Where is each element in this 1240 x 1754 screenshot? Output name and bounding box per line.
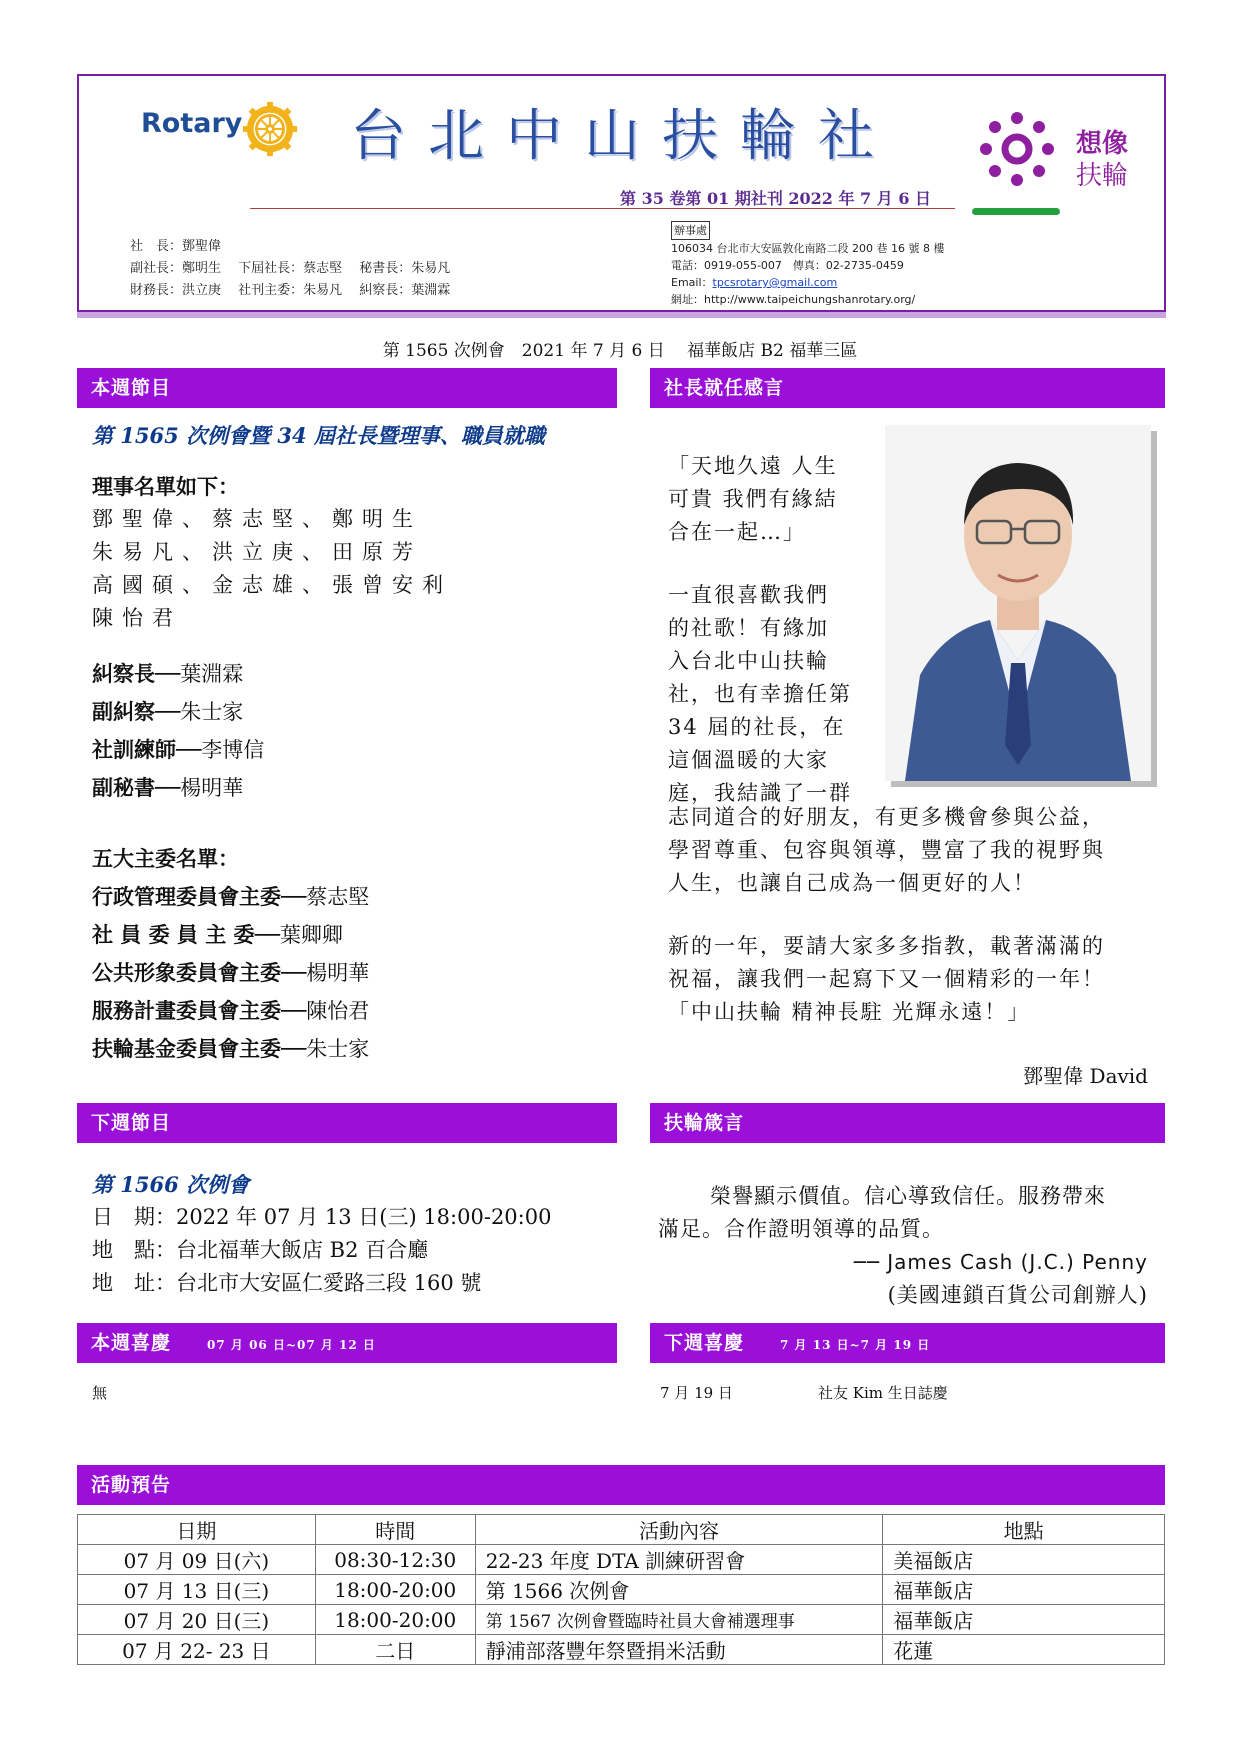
- director-line: 鄧聖偉、蔡志堅、鄭明生: [92, 507, 422, 531]
- next-week-headline: 第 1566 次例會: [92, 1172, 250, 1197]
- speech-line: 34 屆的社長，在: [668, 715, 846, 739]
- committee-title: 服務計畫委員會主委: [92, 998, 281, 1023]
- speech-line: 這個溫暖的大家: [668, 748, 829, 772]
- role-row: [92, 693, 264, 731]
- events-header-row: [78, 1515, 1165, 1545]
- email-link[interactable]: tpcsrotary@gmail.com: [712, 276, 838, 289]
- role-name: ──葉淵霖: [155, 662, 244, 686]
- event-activity: 第 1567 次例會暨臨時社員大會補選理事: [475, 1605, 883, 1635]
- issue-divider: [250, 208, 955, 209]
- issue-line: 第 35 卷第 01 期社刊 2022 年 7 月 6 日: [620, 189, 932, 208]
- rotary-gear-icon: [241, 100, 299, 158]
- header-date: 日期: [78, 1515, 316, 1545]
- committee-chair: ──朱士家: [281, 1037, 370, 1061]
- event-location: 美福飯店: [883, 1545, 1165, 1575]
- event-date: 07 月 20 日(三): [78, 1605, 316, 1635]
- bar-title: 下週喜慶: [664, 1332, 745, 1354]
- section-bar-events: [77, 1465, 1165, 1505]
- speech-line: [668, 549, 852, 579]
- role-title: 糾察長: [92, 661, 155, 686]
- committee-row: [92, 954, 369, 992]
- speech-line: [668, 900, 1105, 930]
- speech-line: 祝福，讓我們一起寫下又一個精彩的一年！: [668, 967, 1105, 991]
- table-row: [78, 1605, 1165, 1635]
- section-bar-celebrate-next-week: [650, 1323, 1165, 1363]
- speech-line: 「天地久遠 人生: [668, 454, 838, 478]
- next-week-date: 日 期：2022 年 07 月 13 日(三) 18:00-20:00: [92, 1205, 552, 1229]
- celebrate-this-content: 無: [92, 1384, 108, 1402]
- events-table: [77, 1514, 1165, 1665]
- rotary-wordmark: Rotary: [141, 108, 243, 139]
- imagine-line2: 扶輪: [1076, 161, 1129, 191]
- committee-chair: ──蔡志堅: [281, 885, 370, 909]
- officer-line: 副社長：鄭明生 下屆社長：蔡志堅 秘書長：朱易凡: [130, 261, 451, 276]
- role-title: 社訓練師: [92, 737, 176, 762]
- committee-chair: ──楊明華: [281, 961, 370, 985]
- event-date: 07 月 09 日(六): [78, 1545, 316, 1575]
- bar-date-range: 7 月 13 日~7 月 19 日: [780, 1338, 931, 1352]
- office-contact: [671, 221, 944, 308]
- speech-line: 「中山扶輪 精神長駐 光輝永遠！」: [668, 1000, 1031, 1024]
- meeting-info: 第 1565 次例會 2021 年 7 月 6 日 福華飯店 B2 福華三區: [382, 341, 858, 361]
- role-name: ──楊明華: [155, 776, 244, 800]
- event-location: 福華飯店: [883, 1605, 1165, 1635]
- committee-row: [92, 992, 369, 1030]
- committee-chair: ──葉卿卿: [254, 923, 343, 947]
- motto-author: ── James Cash (J.C.) Penny: [853, 1250, 1148, 1274]
- speech-line: 人生，也讓自己成為一個更好的人！: [668, 871, 1036, 895]
- role-name: ──朱士家: [155, 700, 244, 724]
- section-bar-president: [650, 368, 1165, 408]
- committee-row: [92, 916, 369, 954]
- role-row: [92, 731, 264, 769]
- committee-row: [92, 878, 369, 916]
- committee-title: 扶輪基金委員會主委: [92, 1036, 281, 1061]
- imagine-slogan: [1076, 128, 1128, 192]
- celebrate-next-date: 7 月 19 日: [660, 1384, 733, 1402]
- motto-note: (美國連鎖百貨公司創辦人): [887, 1283, 1148, 1307]
- next-week-address: 地 址：台北市大安區仁愛路三段 160 號: [92, 1271, 482, 1295]
- speech-line: 新的一年，要請大家多多指教，載著滿滿的: [668, 934, 1105, 958]
- role-row: [92, 769, 264, 807]
- officers-list: [130, 236, 450, 302]
- speech-line: 合在一起…」: [668, 520, 806, 544]
- committee-chair: ──陳怡君: [281, 999, 370, 1023]
- speech-line: 一直很喜歡我們: [668, 583, 829, 607]
- director-line: 陳怡君: [92, 606, 182, 630]
- bar-date-range: 07 月 06 日~07 月 12 日: [207, 1338, 376, 1352]
- header-activity: 活動內容: [475, 1515, 883, 1545]
- role-title: 副秘書: [92, 775, 155, 800]
- committees-title: 五大主委名單：: [92, 846, 239, 871]
- directors-block: [92, 470, 452, 635]
- bar-title: 本週喜慶: [91, 1332, 172, 1354]
- event-time: 08:30-12:30: [315, 1545, 475, 1575]
- speech-line: 入台北中山扶輪: [668, 649, 829, 673]
- speech-line: 庭，我結識了一群: [668, 781, 852, 805]
- header-time: 時間: [315, 1515, 475, 1545]
- president-speech-narrow: [668, 450, 852, 810]
- event-location: 福華飯店: [883, 1575, 1165, 1605]
- header-location: 地點: [883, 1515, 1165, 1545]
- director-line: 朱易凡、洪立庚、田原芳: [92, 540, 422, 564]
- committees-list: [92, 840, 369, 1068]
- motto-line: 榮譽顯示價值。信心導致信任。服務帶來: [710, 1184, 1106, 1208]
- motto-block: [658, 1180, 1148, 1312]
- president-speech-wide: [668, 801, 1105, 1029]
- speech-line: 社，也有幸擔任第: [668, 682, 852, 706]
- president-signature: 鄧聖偉 David: [1023, 1064, 1148, 1088]
- director-line: 高國碩、金志雄、張曾安利: [92, 573, 452, 597]
- bar-title: 扶輪箴言: [664, 1112, 745, 1134]
- event-date: 07 月 13 日(三): [78, 1575, 316, 1605]
- table-row: [78, 1575, 1165, 1605]
- imagine-green-bar: [972, 208, 1060, 215]
- role-row: [92, 655, 264, 693]
- speech-line: 的社歌！有緣加: [668, 616, 829, 640]
- imagine-rotary-icon: [980, 112, 1054, 186]
- portrait-photo: [885, 425, 1151, 781]
- committee-title: 行政管理委員會主委: [92, 884, 281, 909]
- event-time: 18:00-20:00: [315, 1575, 475, 1605]
- bar-title: 本週節目: [91, 377, 172, 399]
- event-time: 18:00-20:00: [315, 1605, 475, 1635]
- speech-line: 學習尊重、包容與領導，豐富了我的視野與: [668, 838, 1105, 862]
- bar-title: 社長就任感言: [664, 377, 785, 399]
- event-activity: 第 1566 次例會: [475, 1575, 883, 1605]
- committee-row: [92, 1030, 369, 1068]
- club-title: 台北中山扶輪社: [350, 104, 896, 169]
- event-time: 二日: [315, 1635, 475, 1665]
- event-location: 花蓮: [883, 1635, 1165, 1665]
- bar-title: 活動預告: [91, 1474, 172, 1496]
- event-activity: 22-23 年度 DTA 訓練研習會: [475, 1545, 883, 1575]
- next-week-place: 地 點：台北福華大飯店 B2 百合廳: [92, 1238, 429, 1262]
- section-bar-this-week: [77, 368, 617, 408]
- next-week-block: [92, 1168, 551, 1300]
- website-link[interactable]: 網址：http://www.taipeichungshanrotary.org/: [671, 293, 916, 306]
- event-date: 07 月 22- 23 日: [78, 1635, 316, 1665]
- committee-title: 公共形象委員會主委: [92, 960, 281, 985]
- section-bar-next-week: [77, 1103, 617, 1143]
- speech-line: 可貴 我們有緣結: [668, 487, 838, 511]
- officer-line: 社 長：鄧聖偉: [130, 239, 222, 254]
- section-bar-celebrate-this-week: [77, 1323, 617, 1363]
- email-label: Email：: [671, 276, 713, 289]
- president-portrait: [885, 425, 1151, 781]
- celebrate-next-content: 社友 Kim 生日誌慶: [818, 1384, 948, 1402]
- office-phone: 電話：0919-055-007 傳真：02-2735-0459: [671, 259, 904, 272]
- section-bar-motto: [650, 1103, 1165, 1143]
- event-activity: 靜浦部落豐年祭暨捐米活動: [475, 1635, 883, 1665]
- directors-title: 理事名單如下：: [92, 474, 239, 499]
- bar-title: 下週節目: [91, 1112, 172, 1134]
- role-name: ──李博信: [176, 738, 265, 762]
- table-row: [78, 1545, 1165, 1575]
- speech-line: 志同道合的好朋友，有更多機會參與公益，: [668, 805, 1105, 829]
- table-row: [78, 1635, 1165, 1665]
- office-address: 106034 台北市大安區敦化南路二段 200 巷 16 號 8 樓: [671, 242, 945, 255]
- office-label: 辦事處: [671, 221, 710, 240]
- officer-line: 財務長：洪立庚 社刊主委：朱易凡 糾察長：葉淵霖: [130, 283, 451, 298]
- imagine-line1: 想像: [1076, 129, 1129, 159]
- roles-list: [92, 655, 264, 807]
- role-title: 副糾察: [92, 699, 155, 724]
- this-week-headline: 第 1565 次例會暨 34 屆社長暨理事、職員就職: [92, 423, 545, 448]
- committee-title: 社 員 委 員 主 委: [92, 922, 255, 947]
- motto-line: 滿足。合作證明領導的品質。: [658, 1217, 944, 1241]
